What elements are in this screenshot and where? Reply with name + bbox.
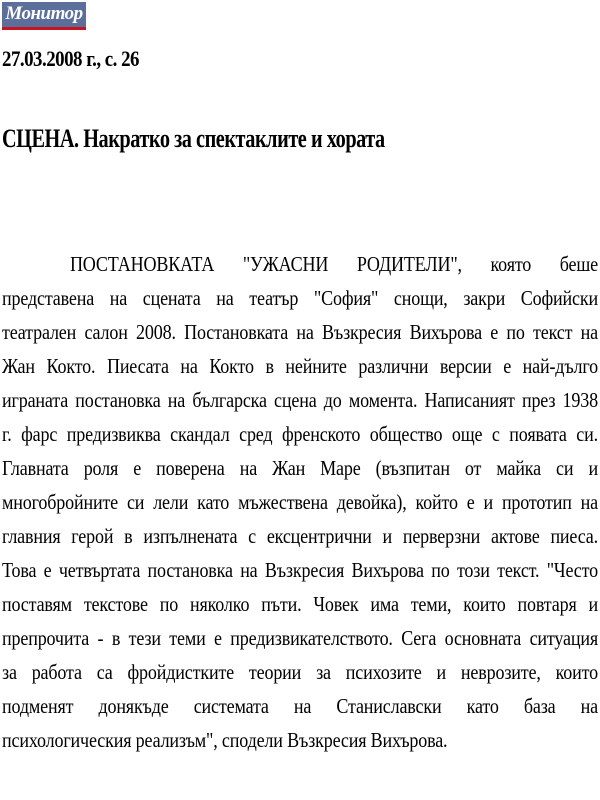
article-line: Това е четвъртата постановка на Възкресия Вихърова по този текст. "Често bbox=[2, 558, 598, 582]
article-line: Жан Кокто. Пиесата на Кокто в нейните различни версии е най-дълго bbox=[2, 354, 598, 378]
newspaper-logo bbox=[2, 2, 86, 30]
article-line: играната постановка на българска сцена до момента. Написаният през 1938 bbox=[2, 388, 598, 412]
article-line: ПОСТАНОВКАТА "УЖАСНИ РОДИТЕЛИ", която беше bbox=[69, 252, 598, 276]
article-line: препрочита - в тези теми е предизвикателството. Сега основната ситуация bbox=[2, 626, 598, 650]
logo-text: Монитор bbox=[5, 3, 83, 24]
article-line: Главната роля е поверена на Жан Маре (възпитан от майка си и bbox=[2, 456, 598, 480]
publication-date-page: 27.03.2008 г., с. 26 bbox=[2, 46, 139, 71]
article-line: театрален салон 2008. Постановката на Възкресия Вихърова е по текст на bbox=[2, 320, 598, 344]
article-title: СЦЕНА. Накратко за спектаклите и хората bbox=[2, 124, 385, 153]
article-line: г. фарс предизвиква скандал сред френското общество още с появата си. bbox=[2, 422, 598, 446]
article-line: многобройните си лели като мъжествена девойка), който е и прототип на bbox=[2, 490, 598, 514]
article-line: за работа са фройдистките теории за психозите и неврозите, които bbox=[2, 660, 598, 684]
article-line: поставям текстове по няколко пъти. Човек има теми, които повтаря и bbox=[2, 592, 598, 616]
article-line: подменят донякъде системата на Станиславски като база на bbox=[2, 694, 598, 718]
article-line: главния герой в изпълнената с ексцентрични и перверзни актове пиеса. bbox=[2, 524, 598, 548]
article-body bbox=[2, 247, 598, 757]
article-line: психологическия реализъм", сподели Възкресия Вихърова. bbox=[2, 728, 448, 752]
article-line: представена на сцената на театър "София" снощи, закри Софийски bbox=[2, 286, 598, 310]
